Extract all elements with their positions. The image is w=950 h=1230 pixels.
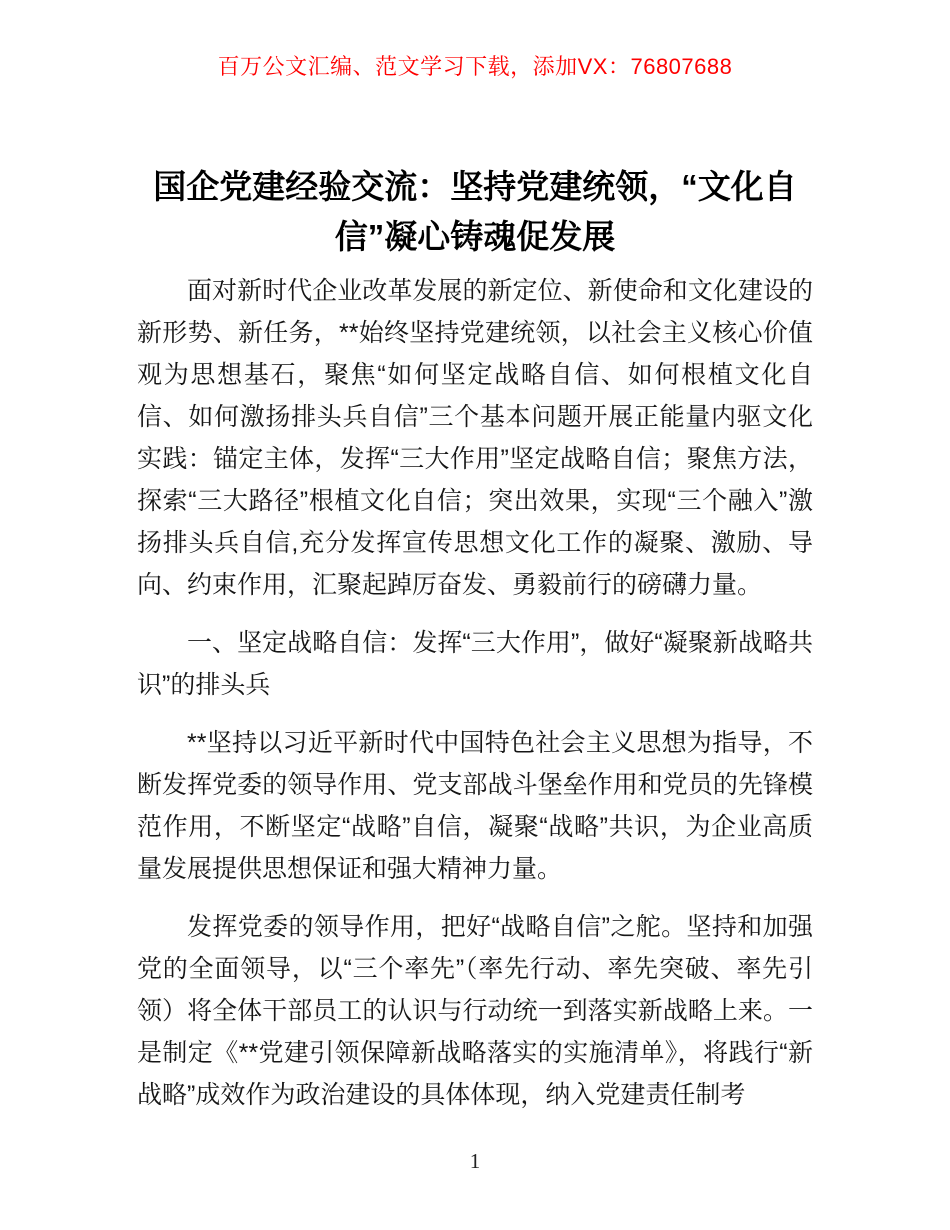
body-paragraph: 发挥党委的领导作用，把好“战略自信”之舵。坚持和加强党的全面领导，以“三个率先”（率先行动、率先突破、率先引领）将全体干部员工的认识与行动统一到落实新战略上来。一是制定《**党建引领保障新战略落实的实施清单》，将践行“新战略”成效作为政治建设的具体体现，纳入党建责任制考 (137, 913, 813, 1109)
body-paragraph: **坚持以习近平新时代中国特色社会主义思想为指导，不断发挥党委的领导作用、党支部战斗堡垒作用和党员的先锋模范作用，不断坚定“战略”自信，凝聚“战略”共识，为企业高质量发展提供思想保证和强大精神力量。 (137, 729, 813, 883)
promo-header-text: 百万公文汇编、范文学习下载，添加VX：76807688 (217, 54, 733, 79)
page-number: 1 (469, 1149, 481, 1173)
section-heading: 一、坚定战略自信：发挥“三大作用”，做好“凝聚新战略共识”的排头兵 (137, 629, 813, 699)
intro-paragraph: 面对新时代企业改革发展的新定位、新使命和文化建设的新形势、新任务，**始终坚持党建统领，以社会主义核心价值观为思想基石，聚焦“如何坚定战略自信、如何根植文化自信、如何激扬排头兵自信”三个基本问题开展正能量内驱文化实践：锚定主体，发挥“三大作用”坚定战略自信；聚焦方法，探索“三大路径”根植文化自信；突出效果，实现“三个融入”激扬排头兵自信,充分发挥宣传思想文化工作的凝聚、激励、导向、约束作用，汇聚起踔厉奋发、勇毅前行的磅礴力量。 (137, 277, 813, 599)
document-body (137, 270, 813, 1116)
document-title: 国企党建经验交流：坚持党建统领，“文化自信”凝心铸魂促发展 (153, 168, 797, 255)
